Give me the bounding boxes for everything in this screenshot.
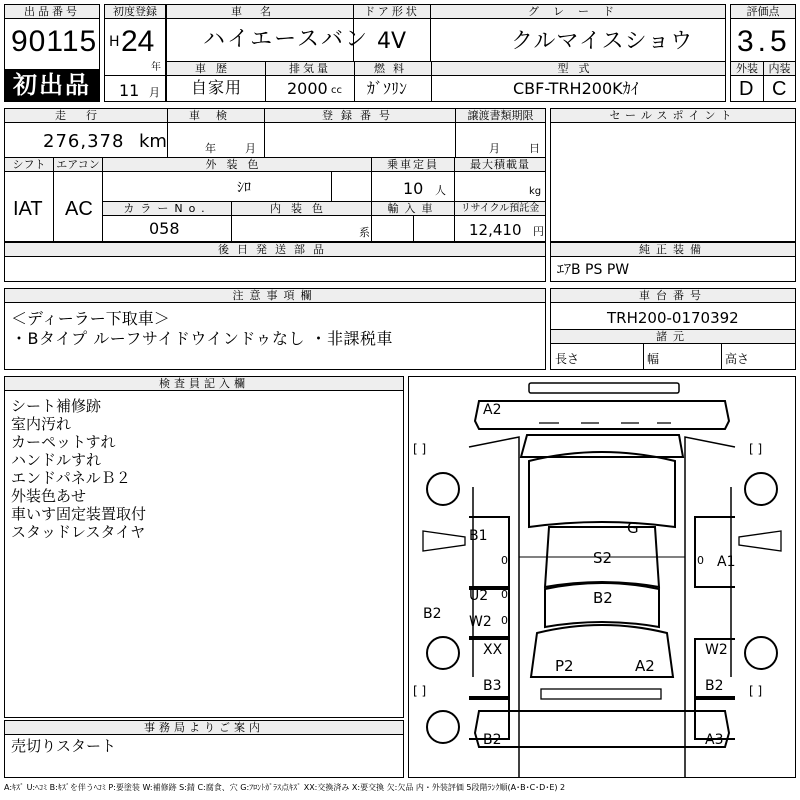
mark-b1: B1 [469,528,488,544]
int-color-label: 内装色 [232,202,371,216]
grade: クルマイスショウ [511,29,694,54]
exterior-grade: D [739,78,754,100]
inspector-line: ハンドルすれ [11,451,102,469]
air-conditioner: AC [65,198,93,220]
recycle-deposit: 12,410 [469,221,522,239]
era-letter: H [109,34,120,50]
mark-zero-2: 0 [697,554,704,567]
office-cell [4,720,404,778]
top-section [4,4,796,102]
mark-a3: A3 [705,732,724,748]
mark-bracket-left-rear: [ ] [413,684,427,698]
length-label: 長さ [555,352,580,366]
mileage-label: 走行 [5,109,167,123]
legend: A:ｷｽﾞ U:ﾍｺﾐ B:ｷｽﾞを伴うﾍｺﾐ P:要塗装 W:補修跡 S:錆 C:腐食、穴 G:ﾌﾛﾝﾄｶﾞﾗｽ点ｷｽﾞ XX:交換済み X:要交換 欠:欠品 内・外装評価 5段階ﾗﾝｸ順(A･B･C･D･E) 2 [4,783,566,792]
history-label: 車歴 [167,62,265,76]
chassis-cell [550,288,796,370]
sales-point-label: セールスポイント [551,109,795,123]
import-label: 輸入車 [372,202,454,216]
first-registration-month: 11 [119,81,140,100]
mark-zero-1: 0 [501,554,508,567]
door-type: 4V [377,29,407,54]
lot-number-cell [4,4,100,102]
inspector-line: スタッドレスタイヤ [11,523,146,541]
mark-w2-right: W2 [705,642,728,658]
color-no-label: カラーNo. [103,202,231,216]
office-label: 事務局よりご案内 [5,721,403,735]
shift: IAT [13,198,43,220]
inspector-label: 検査員記入欄 [5,377,403,391]
inspector-cell [4,376,404,718]
fuel-label: 燃料 [355,62,431,76]
car-name: ハイエースバン [203,27,370,52]
inspector-lines [11,397,146,541]
dims-label: 諸元 [551,330,795,344]
ext-color: ｼﾛ [237,180,251,196]
max-load-label: 最大積載量 [455,158,545,172]
mark-zero-3: 0 [501,588,508,601]
interior-grade: C [772,78,787,100]
inspection-label: 車検 [168,109,264,123]
inspector-line: シート補修跡 [11,397,102,415]
displacement-unit: cc [331,85,342,96]
sales-point-cell [550,108,796,242]
chassis-number: TRH200-0170392 [607,309,739,327]
width-label: 幅 [647,352,660,366]
lot-number: 90115 [11,25,98,58]
capacity: 10 [403,179,424,198]
vehicle-info-block [166,4,726,102]
capacity-unit: 人 [435,184,446,197]
mark-b2-left: B2 [423,606,442,622]
shift-label: シフト [5,158,53,172]
int-color-unit: 系 [359,226,370,239]
inspector-line: カーペットすれ [11,433,116,451]
mark-b2-center: B2 [593,589,613,607]
notes-cell [4,288,546,370]
recycle-unit: 円 [533,225,544,238]
genuine-equipment: ｴｱB PS PW [557,262,630,278]
mark-zero-4: 0 [501,614,508,627]
score-label: 評価点 [731,5,795,19]
inspector-line: 車いす固定装置取付 [11,505,147,523]
car-name-label: 車名 [167,5,353,19]
mark-a1: A1 [717,554,736,570]
capacity-label: 乗車定員 [372,158,454,172]
grade-label: グレード [431,5,725,19]
mark-w2-left: W2 [469,614,492,630]
history: 自家用 [191,78,243,97]
mark-g: G [627,519,639,537]
mileage: 276,378 [43,131,125,152]
office-text: 売切りスタート [11,737,117,755]
mark-b3: B3 [483,678,502,694]
chassis-label: 車台番号 [551,289,795,303]
mark-b2-rear-right: B2 [705,678,724,694]
later-parts-label: 後日発送部品 [5,243,545,257]
genuine-equipment-cell [550,242,796,282]
notes-label: 注意事項欄 [5,289,545,303]
door-label: ドア形状 [354,5,430,19]
mark-p2: P2 [555,657,574,675]
spec-grid [4,108,546,242]
score-cell [730,4,796,102]
mark-bracket-right: [ ] [749,442,763,456]
reg-no-label: 登録番号 [265,109,455,123]
score: 3.5 [737,25,791,58]
month-unit: 月 [149,86,160,99]
inspector-line: 外装色あせ [11,487,87,505]
mark-bracket-left: [ ] [413,442,427,456]
transfer-deadline-label: 譲渡書類期限 [456,109,545,123]
first-registration-cell [104,4,166,102]
inspection-month-unit: 月 [245,142,256,155]
first-registration-year: 24 [121,25,155,58]
mileage-unit: km [139,131,167,152]
displacement: 2000 [287,79,328,98]
recycle-label: リサイクル預託金 [455,202,545,216]
lot-number-label: 出品番号 [5,5,99,19]
mark-s2: S2 [593,549,613,567]
model: CBF-TRH200Kｶｲ [513,79,639,98]
first-registration-label: 初度登録 [105,5,165,19]
max-load-unit: kg [529,186,542,197]
transfer-day-unit: 日 [529,142,540,155]
genuine-equipment-label: 純正装備 [551,243,795,257]
displacement-label: 排気量 [266,62,354,76]
height-label: 高さ [725,352,750,366]
damage-diagram [408,376,796,778]
mark-a2-rear: A2 [635,657,655,675]
inspector-line: 室内汚れ [11,415,72,433]
interior-label: 内装 [764,62,795,76]
notes-line-2: ・Bタイプ ルーフサイドウインドゥなし ・非課税車 [11,329,394,348]
transfer-month-unit: 月 [489,142,500,155]
year-unit: 年 [151,62,161,73]
exterior-label: 外装 [731,62,763,76]
inspection-year-unit: 年 [205,142,216,155]
first-listing-badge: 初出品 [5,69,99,101]
ext-color-label: 外装色 [103,158,371,172]
mark-a2-front: A2 [483,402,502,418]
car-outline [409,377,795,777]
ac-label: エアコン [54,158,102,172]
later-parts-cell [4,242,546,282]
fuel: ｶﾞｿﾘﾝ [367,79,408,98]
notes-line-1: ＜ディーラー下取車＞ [11,309,170,328]
mark-bracket-right-rear: [ ] [749,684,763,698]
mark-b2-bottom: B2 [483,732,502,748]
model-label: 型式 [432,62,725,76]
color-no: 058 [149,219,180,238]
mark-u2: U2 [469,588,489,604]
mark-xx: XX [483,642,503,658]
inspector-line: エンドパネルＢ２ [11,469,131,487]
